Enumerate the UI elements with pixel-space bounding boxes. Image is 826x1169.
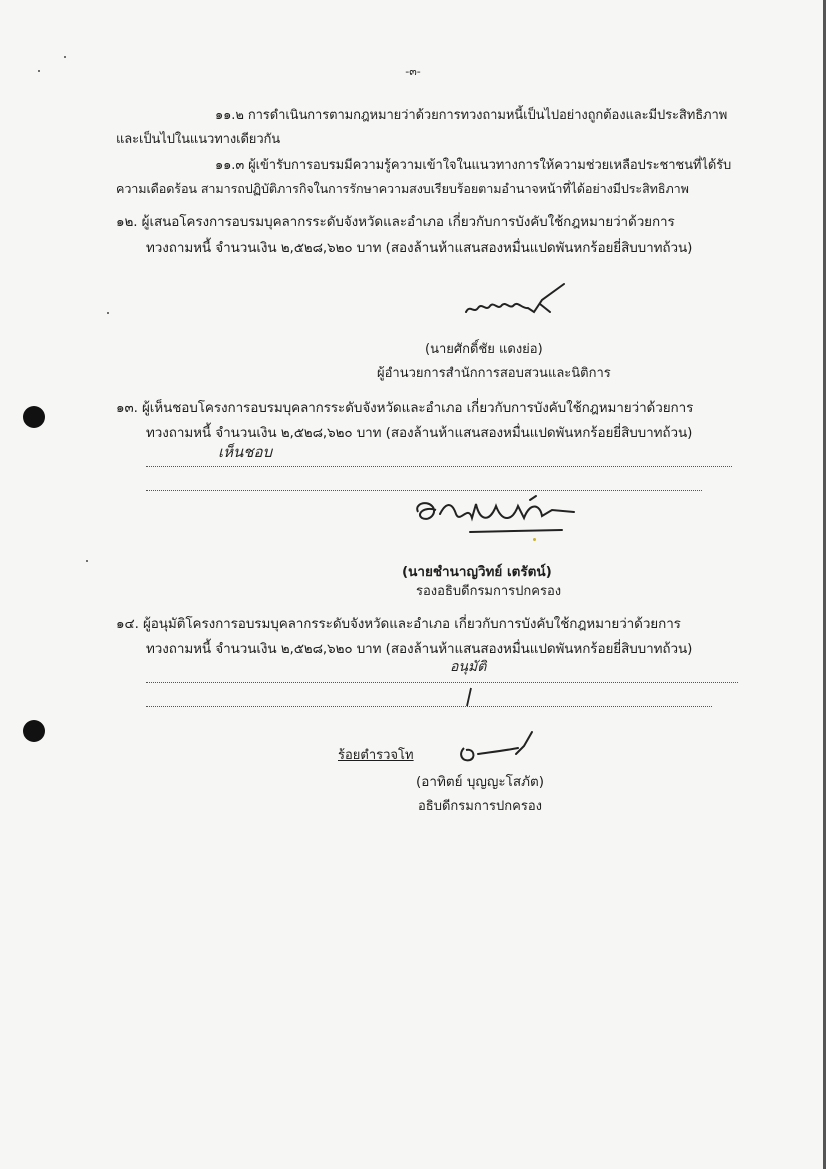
- pen-stroke-mark: [464, 686, 474, 708]
- signatory-1-title: ผู้อำนวยการสำนักการสอบสวนและนิติการ: [377, 366, 611, 381]
- scan-speck: [107, 312, 109, 314]
- punch-hole-top: [23, 406, 45, 428]
- item-13-line-2: ทวงถามหนี้ จำนวนเงิน ๒,๕๒๘,๖๒๐ บาท (สองล้านห้าแสนสองหมื่นแปดพันหกร้อยยี่สิบบาทถ้วน): [146, 425, 693, 441]
- dotted-line-14-a: [146, 682, 738, 683]
- page-number: -๓-: [405, 65, 421, 78]
- signatory-3-title: อธิบดีกรมการปกครอง: [418, 799, 542, 814]
- item-11-2-line-1: ๑๑.๒ การดำเนินการตามกฎหมายว่าด้วยการทวงถามหนี้เป็นไปอย่างถูกต้องและมีประสิทธิภาพ: [215, 108, 728, 123]
- signature-3-image: [452, 728, 538, 768]
- signatory-3-rank: ร้อยตำรวจโท: [338, 748, 414, 763]
- item-11-2-line-2: และเป็นไปในแนวทางเดียวกัน: [116, 132, 281, 147]
- signature-1-image: [460, 282, 572, 322]
- signatory-2-name: (นายชำนาญวิทย์ เตรัตน์): [402, 564, 552, 580]
- dotted-line-13-a: [146, 466, 732, 467]
- signatory-3-name: (อาทิตย์ บุญญะโสภัต): [416, 774, 545, 790]
- punch-hole-bottom: [23, 720, 45, 742]
- scan-speck: [533, 538, 536, 541]
- signature-2-image: [412, 494, 584, 540]
- scan-speck: [86, 560, 88, 562]
- handwritten-approval-14: อนุมัติ: [450, 659, 487, 675]
- item-14-line-1: ๑๔. ผู้อนุมัติโครงการอบรมบุคลากรระดับจังหวัดและอำเภอ เกี่ยวกับการบังคับใช้กฎหมายว่าด้วยการ: [116, 616, 681, 632]
- item-14-line-2: ทวงถามหนี้ จำนวนเงิน ๒,๕๒๘,๖๒๐ บาท (สองล้านห้าแสนสองหมื่นแปดพันหกร้อยยี่สิบบาทถ้วน): [146, 641, 693, 657]
- dotted-line-14-b: [146, 706, 712, 707]
- signatory-1-name: (นายศักดิ์ชัย แดงย่อ): [425, 342, 543, 357]
- item-12-line-1: ๑๒. ผู้เสนอโครงการอบรมบุคลากรระดับจังหวัดและอำเภอ เกี่ยวกับการบังคับใช้กฎหมายว่าด้วยการ: [116, 214, 675, 230]
- item-11-3-line-2: ความเดือดร้อน สามารถปฏิบัติภารกิจในการรักษาความสงบเรียบร้อยตามอำนาจหน้าที่ได้อย่างมีประสิทธิภาพ: [116, 181, 689, 196]
- scan-speck: [38, 70, 40, 72]
- dotted-line-13-b: [146, 490, 702, 491]
- signatory-2-title: รองอธิบดีกรมการปกครอง: [416, 584, 562, 599]
- scan-speck: [64, 56, 66, 58]
- handwritten-approval-13: เห็นชอบ: [218, 443, 272, 461]
- item-11-3-line-1: ๑๑.๓ ผู้เข้ารับการอบรมมีความรู้ความเข้าใจในแนวทางการให้ความช่วยเหลือประชาชนที่ได้รับ: [215, 158, 732, 173]
- item-12-line-2: ทวงถามหนี้ จำนวนเงิน ๒,๕๒๘,๖๒๐ บาท (สองล้านห้าแสนสองหมื่นแปดพันหกร้อยยี่สิบบาทถ้วน): [146, 240, 693, 256]
- item-13-line-1: ๑๓. ผู้เห็นชอบโครงการอบรมบุคลากรระดับจังหวัดและอำเภอ เกี่ยวกับการบังคับใช้กฎหมายว่าด้วยการ: [116, 400, 694, 416]
